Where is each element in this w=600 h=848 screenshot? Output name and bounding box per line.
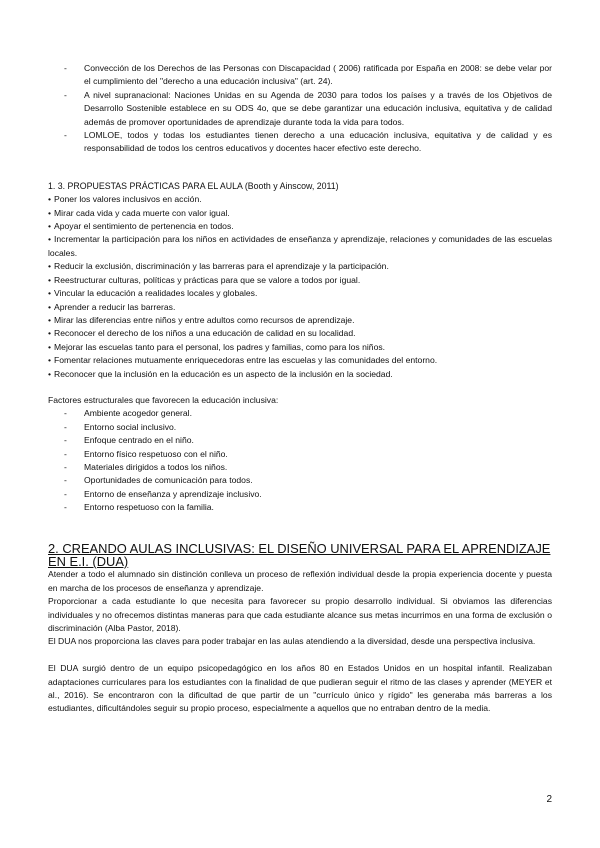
list-item-text: Reconocer que la inclusión en la educación es un aspecto de la inclusión en la sociedad. <box>54 368 393 379</box>
bullet-icon: • <box>48 207 52 218</box>
factors-intro: Factores estructurales que favorecen la educación inclusiva: <box>48 394 279 405</box>
bullet-icon: • <box>48 301 52 312</box>
bullet-icon: • <box>48 274 52 285</box>
paragraph-spacer <box>48 649 552 662</box>
factor-item: - Enfoque centrado en el niño. <box>48 434 552 447</box>
list-item-text: Reducir la exclusión, discriminación y las barreras para el aprendizaje y la participación. <box>54 261 389 272</box>
bullet-icon: • <box>48 288 52 299</box>
list-item <box>48 207 552 220</box>
bullet-icon: • <box>48 261 52 272</box>
list-item-text: Incrementar la participación para los niños en actividades de enseñanza y aprendizaje, relaciones y comunidades de las escuelas locales. <box>48 234 552 258</box>
proposals-list <box>48 193 552 381</box>
list-item-text: Apoyar el sentimiento de pertenencia en todos. <box>54 221 234 232</box>
bullet-icon: • <box>48 368 52 379</box>
list-item <box>48 233 552 260</box>
list-item-text: Mejorar las escuelas tanto para el personal, los padres y familias, como para los niños. <box>54 341 386 352</box>
list-item <box>48 368 552 381</box>
bullet-icon: • <box>48 234 52 245</box>
list-item-text: Mirar las diferencias entre niños y entre adultos como recursos de aprendizaje. <box>54 314 355 325</box>
list-item <box>48 193 552 206</box>
list-item <box>48 354 552 367</box>
bullet-icon: • <box>48 194 52 205</box>
list-item-text: Poner los valores inclusivos en acción. <box>54 194 202 205</box>
bullet-icon: • <box>48 355 52 366</box>
bullet-icon: • <box>48 221 52 232</box>
list-item <box>48 301 552 314</box>
list-item <box>48 327 552 340</box>
paragraph: El DUA surgió dentro de un equipo psicopedagógico en los años 80 en Estados Unidos en un hospital infantil. Realizaban adaptaciones curriculares para los estudiantes con la finalidad de que pudieran seguir el ritmo de las clases y aprender (MEYER et al., 2016). Se encontraron con la dificultad de que partir de un "currículo único y rígido" les generaba más barreras a los estudiantes, dificultándoles seguir su propio proceso, especialmente a aquellos que no entraban dentro de la media. <box>48 663 552 714</box>
bullet-icon: • <box>48 328 52 339</box>
list-item <box>48 287 552 300</box>
factor-item: - Materiales dirigidos a todos los niños. <box>48 461 552 474</box>
factor-item: - Entorno físico respetuoso con el niño. <box>48 448 552 461</box>
list-item <box>48 220 552 233</box>
paragraph: Proporcionar a cada estudiante lo que necesita para favorecer su propio desarrollo individual. Si obviamos las diferencias individuales y no ofrecemos distintas maneras para que cada estudiante alcance sus metas incurrimos en una forma de exclusión o discriminación (Alba Pastor, 2018). <box>48 596 552 634</box>
factors-list <box>48 407 552 514</box>
list-item-text: Reestructurar culturas, políticas y prácticas para que se valore a todos por igual. <box>54 274 361 285</box>
paragraph: El DUA nos proporciona las claves para poder trabajar en las aulas atendiendo a la diversidad, desde una perspectiva inclusiva. <box>48 636 536 647</box>
list-item-text: Fomentar relaciones mutuamente enriquecedoras entre las escuelas y las comunidades del entorno. <box>54 355 438 366</box>
paragraph: Atender a todo el alumnado sin distinción conlleva un proceso de reflexión individual desde la propia experiencia docente y puesta en marcha de los procesos de enseñanza y aprendizaje. <box>48 569 552 593</box>
factor-item: - Entorno social inclusivo. <box>48 421 552 434</box>
factor-item: - Entorno respetuoso con la familia. <box>48 501 552 514</box>
list-item-text: Reconocer el derecho de los niños a una educación de calidad en su localidad. <box>54 328 356 339</box>
section-2-title: 2. CREANDO AULAS INCLUSIVAS: EL DISEÑO UNIVERSAL PARA EL APRENDIZAJE EN E.I. (DUA) <box>48 540 551 569</box>
section-1-title: 1. 3. PROPUESTAS PRÁCTICAS PARA EL AULA (Booth y Ainscow, 2011) <box>48 180 339 191</box>
page-number: 2 <box>546 794 552 805</box>
intro-list <box>48 62 552 156</box>
list-item-text: Vincular la educación a realidades locales y globales. <box>54 288 258 299</box>
list-item-text: Aprender a reducir las barreras. <box>54 301 176 312</box>
factor-item: - Oportunidades de comunicación para todos. <box>48 474 552 487</box>
page-content <box>48 62 552 716</box>
bullet-icon: • <box>48 314 52 325</box>
list-item <box>48 274 552 287</box>
list-item <box>48 314 552 327</box>
list-item <box>48 260 552 273</box>
intro-item: - A nivel supranacional: Naciones Unidas en su Agenda de 2030 para todos los países y a través de los Objetivos de Desarrollo Sostenible establece en su ODS 4o, que se debe garantizar una educación inclusiva, equitativa y de calidad además de promover oportunidades de aprendizaje durante toda la vida para todos. <box>48 89 552 129</box>
intro-item: - LOMLOE, todos y todas los estudiantes tienen derecho a una educación inclusiva, equitativa y de calidad y es responsabilidad de todos los centros educativos y docentes hacer efectivo este derecho. <box>48 129 552 156</box>
factor-item: - Ambiente acogedor general. <box>48 407 552 420</box>
list-item <box>48 341 552 354</box>
intro-item: - Convección de los Derechos de las Personas con Discapacidad ( 2006) ratificada por España en 2008: se debe velar por el cumplimiento del "derecho a una educación inclusiva" (art. 24). <box>48 62 552 89</box>
bullet-icon: • <box>48 341 52 352</box>
list-item-text: Mirar cada vida y cada muerte con valor igual. <box>54 207 230 218</box>
factor-item: - Entorno de enseñanza y aprendizaje inclusivo. <box>48 488 552 501</box>
